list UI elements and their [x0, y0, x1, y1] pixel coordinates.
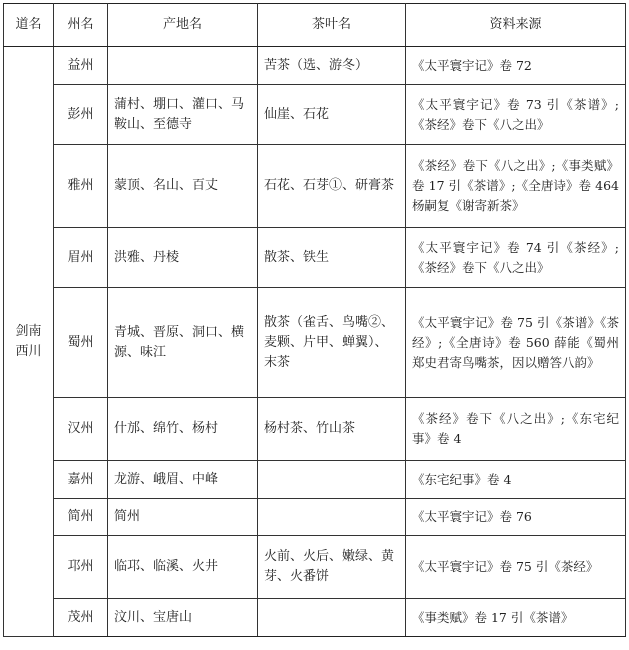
zhou-cell: 嘉州 — [54, 461, 108, 499]
places-cell: 临邛、临溪、火井 — [108, 536, 258, 599]
zhou-cell: 蜀州 — [54, 288, 108, 398]
source-cell: 《太平寰宇记》卷 74 引《茶经》;《茶经》卷下《八之出》 — [406, 228, 626, 288]
zhou-cell: 雅州 — [54, 145, 108, 228]
table-row — [4, 145, 626, 228]
source-cell: 《太平寰宇记》卷 73 引《茶谱》;《茶经》卷下《八之出》 — [406, 85, 626, 145]
source-cell: 《事类赋》卷 17 引《茶谱》 — [406, 599, 626, 637]
teas-cell — [258, 599, 406, 637]
source-cell: 《茶经》卷下《八之出》;《东宅纪事》卷 4 — [406, 398, 626, 461]
tea-producing-areas-table — [3, 3, 626, 637]
places-cell: 汶川、宝唐山 — [108, 599, 258, 637]
table-row — [4, 228, 626, 288]
source-cell: 《太平寰宇记》卷 72 — [406, 47, 626, 85]
header-teas: 茶叶名 — [258, 4, 406, 47]
source-cell: 《茶经》卷下《八之出》;《事类赋》卷 17 引《茶谱》;《全唐诗》卷 464 杨嗣复《谢寄新茶》 — [406, 145, 626, 228]
zhou-cell: 简州 — [54, 499, 108, 536]
teas-cell: 散茶、铁生 — [258, 228, 406, 288]
table-row — [4, 288, 626, 398]
dao-cell — [4, 47, 54, 637]
zhou-cell: 汉州 — [54, 398, 108, 461]
table-row — [4, 499, 626, 536]
zhou-cell: 茂州 — [54, 599, 108, 637]
table-row — [4, 398, 626, 461]
header-places: 产地名 — [108, 4, 258, 47]
teas-cell — [258, 499, 406, 536]
zhou-cell: 邛州 — [54, 536, 108, 599]
header-source: 资料来源 — [406, 4, 626, 47]
places-cell: 简州 — [108, 499, 258, 536]
zhou-cell: 益州 — [54, 47, 108, 85]
source-cell: 《东宅纪事》卷 4 — [406, 461, 626, 499]
places-cell: 洪雅、丹棱 — [108, 228, 258, 288]
teas-cell: 火前、火后、嫩绿、黄芽、火番饼 — [258, 536, 406, 599]
places-cell: 龙游、峨眉、中峰 — [108, 461, 258, 499]
source-cell: 《太平寰宇记》卷 75 引《茶经》 — [406, 536, 626, 599]
teas-cell: 仙崖、石花 — [258, 85, 406, 145]
places-cell: 蒙顶、名山、百丈 — [108, 145, 258, 228]
zhou-cell: 彭州 — [54, 85, 108, 145]
header-dao: 道名 — [4, 4, 54, 47]
places-cell: 青城、晋原、洞口、横源、味江 — [108, 288, 258, 398]
dao-name: 剑南西川 — [15, 323, 42, 359]
source-cell: 《太平寰宇记》卷 76 — [406, 499, 626, 536]
header-row — [4, 4, 626, 47]
places-cell: 蒲村、堋口、灌口、马鞍山、至德寺 — [108, 85, 258, 145]
table-row — [4, 85, 626, 145]
table-body — [4, 47, 626, 637]
teas-cell: 散茶（雀舌、鸟嘴②、麦颗、片甲、蝉翼）、末茶 — [258, 288, 406, 398]
places-cell — [108, 47, 258, 85]
table-row — [4, 536, 626, 599]
teas-cell: 杨村茶、竹山茶 — [258, 398, 406, 461]
header-zhou: 州名 — [54, 4, 108, 47]
table-header — [4, 4, 626, 47]
teas-cell: 石花、石芽①、研膏茶 — [258, 145, 406, 228]
source-cell: 《太平寰宇记》卷 75 引《茶谱》《茶经》;《全唐诗》卷 560 薛能《蜀州郑史君寄鸟嘴茶，因以赠答八韵》 — [406, 288, 626, 398]
teas-cell — [258, 461, 406, 499]
teas-cell: 苦茶（选、游冬） — [258, 47, 406, 85]
table-row — [4, 599, 626, 637]
zhou-cell: 眉州 — [54, 228, 108, 288]
places-cell: 什邡、绵竹、杨村 — [108, 398, 258, 461]
table-row — [4, 461, 626, 499]
table-row — [4, 47, 626, 85]
